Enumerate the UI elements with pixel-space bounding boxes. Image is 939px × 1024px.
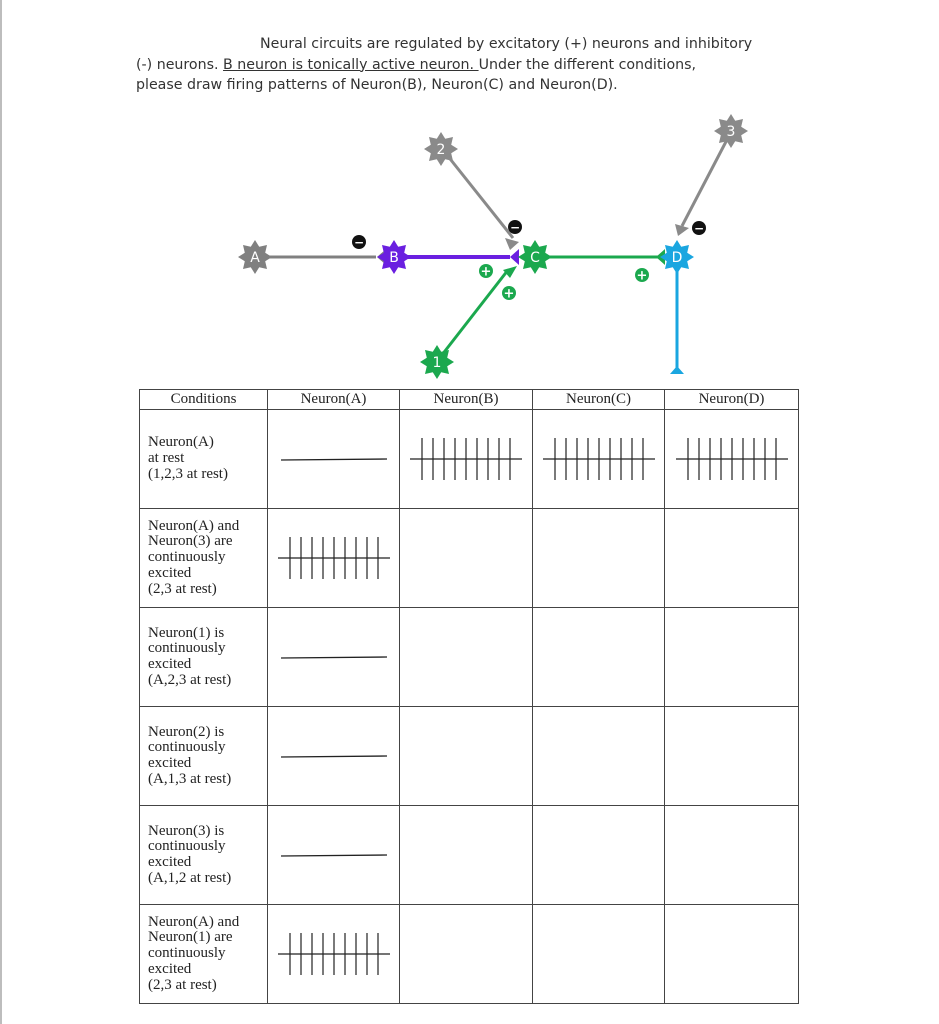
table-row bbox=[140, 806, 799, 905]
terminal-2 bbox=[505, 238, 519, 250]
condition-line: Neuron(3) is bbox=[148, 822, 225, 839]
flat-trace bbox=[279, 647, 389, 667]
table-row bbox=[140, 707, 799, 806]
condition-line: Neuron(1) is bbox=[148, 624, 225, 641]
condition-line: excited bbox=[148, 564, 192, 581]
condition-cell bbox=[140, 707, 268, 806]
response-cell[interactable] bbox=[533, 509, 665, 608]
inhibitory-sign-a bbox=[352, 235, 366, 250]
response-cell[interactable] bbox=[533, 707, 665, 806]
neuron-c-label: C bbox=[530, 250, 540, 266]
response-cell[interactable] bbox=[665, 905, 799, 1004]
neuron-a bbox=[238, 240, 272, 274]
neuron-d bbox=[660, 240, 694, 274]
condition-line: continuously bbox=[148, 640, 226, 657]
response-cell[interactable] bbox=[400, 509, 533, 608]
input-1-label: 1 bbox=[432, 355, 442, 371]
condition-cell bbox=[140, 905, 268, 1004]
input-neuron-1 bbox=[420, 345, 454, 379]
instructions-line-2-end: Under the different conditions, bbox=[478, 56, 697, 73]
svg-text:−: − bbox=[693, 221, 705, 236]
instructions-line-2-start: (-) neurons. bbox=[136, 56, 224, 73]
instructions bbox=[136, 34, 816, 96]
response-cell[interactable] bbox=[400, 707, 533, 806]
header-neuron-c: Neuron(C) bbox=[533, 390, 665, 410]
condition-cell bbox=[140, 509, 268, 608]
header-neuron-b: Neuron(B) bbox=[400, 390, 533, 410]
response-cell[interactable] bbox=[665, 608, 799, 707]
spike-train-trace bbox=[674, 433, 790, 485]
firing-pattern-table bbox=[139, 389, 799, 1004]
svg-text:−: − bbox=[353, 235, 365, 250]
response-cell[interactable] bbox=[533, 806, 665, 905]
input-neuron-3 bbox=[714, 114, 748, 148]
inhibitory-sign-3 bbox=[692, 221, 706, 236]
svg-text:+: + bbox=[480, 264, 492, 280]
excitatory-sign-b bbox=[479, 264, 493, 280]
condition-cell bbox=[140, 608, 268, 707]
condition-line: excited bbox=[148, 656, 192, 672]
inhibitory-sign-2 bbox=[508, 220, 522, 235]
terminal-d-base bbox=[670, 366, 684, 374]
condition-line: excited bbox=[148, 854, 192, 870]
condition-line: (2,3 at rest) bbox=[148, 976, 217, 993]
condition-line: Neuron(2) is bbox=[148, 723, 225, 740]
terminal-b bbox=[510, 249, 519, 265]
axon-3 bbox=[682, 132, 731, 226]
response-cell[interactable] bbox=[400, 608, 533, 707]
table-header-row bbox=[140, 390, 799, 410]
response-cell[interactable] bbox=[665, 806, 799, 905]
table-row bbox=[140, 410, 799, 509]
response-cell[interactable] bbox=[665, 509, 799, 608]
response-cell[interactable] bbox=[533, 905, 665, 1004]
condition-line: Neuron(A) bbox=[148, 434, 214, 451]
response-cell[interactable] bbox=[268, 905, 400, 1004]
excitatory-sign-c bbox=[635, 268, 649, 284]
spike-train-trace bbox=[276, 928, 392, 980]
input-3-label: 3 bbox=[726, 124, 736, 140]
spike-train-trace bbox=[541, 433, 657, 485]
neuron-b bbox=[377, 240, 411, 274]
neuron-d-label: D bbox=[671, 250, 683, 266]
response-cell[interactable] bbox=[400, 806, 533, 905]
condition-cell bbox=[140, 806, 268, 905]
condition-line: (2,3 at rest) bbox=[148, 580, 217, 597]
axon-1 bbox=[438, 270, 508, 360]
response-cell[interactable] bbox=[400, 410, 533, 509]
condition-line: (A,1,3 at rest) bbox=[148, 770, 232, 787]
instructions-line-2 bbox=[136, 55, 816, 76]
response-cell[interactable] bbox=[533, 608, 665, 707]
condition-line: at rest bbox=[148, 450, 185, 467]
response-cell[interactable] bbox=[268, 509, 400, 608]
table-row bbox=[140, 608, 799, 707]
terminal-1 bbox=[503, 266, 517, 278]
svg-text:−: − bbox=[509, 220, 521, 235]
axon-2 bbox=[443, 150, 513, 238]
table-row bbox=[140, 905, 799, 1004]
neural-circuit-diagram bbox=[0, 110, 939, 385]
condition-line: (A,2,3 at rest) bbox=[148, 671, 232, 688]
condition-line: excited bbox=[148, 960, 192, 977]
flat-trace bbox=[279, 845, 389, 865]
response-cell[interactable] bbox=[268, 410, 400, 509]
response-cell[interactable] bbox=[268, 608, 400, 707]
instructions-line-3: please draw firing patterns of Neuron(B), Neuron(C) and Neuron(D). bbox=[136, 77, 618, 93]
neuron-a-label: A bbox=[250, 250, 260, 266]
input-2-label: 2 bbox=[436, 142, 446, 158]
input-neuron-2 bbox=[424, 132, 458, 166]
svg-text:+: + bbox=[503, 286, 515, 302]
condition-line: Neuron(A) and bbox=[148, 913, 240, 930]
condition-line: Neuron(3) are bbox=[148, 533, 233, 550]
response-cell[interactable] bbox=[268, 707, 400, 806]
response-cell[interactable] bbox=[268, 806, 400, 905]
condition-line: continuously bbox=[148, 739, 226, 756]
spike-train-trace bbox=[408, 433, 524, 485]
table-row bbox=[140, 509, 799, 608]
condition-line: continuously bbox=[148, 549, 226, 566]
neuron-b-label: B bbox=[389, 250, 399, 266]
response-cell[interactable] bbox=[665, 410, 799, 509]
flat-trace bbox=[279, 746, 389, 766]
condition-line: continuously bbox=[148, 945, 226, 962]
condition-line: Neuron(1) are bbox=[148, 929, 233, 946]
response-cell[interactable] bbox=[533, 410, 665, 509]
instructions-underlined: B neuron is tonically active neuron. bbox=[223, 56, 479, 73]
condition-cell bbox=[140, 410, 268, 509]
response-cell[interactable] bbox=[665, 707, 799, 806]
condition-line: (1,2,3 at rest) bbox=[148, 465, 228, 482]
header-conditions: Conditions bbox=[140, 390, 268, 410]
header-neuron-d: Neuron(D) bbox=[665, 390, 799, 410]
instructions-line-1: Neural circuits are regulated by excitatory (+) neurons and inhibitory bbox=[260, 36, 753, 52]
condition-line: excited bbox=[148, 755, 192, 771]
condition-line: (A,1,2 at rest) bbox=[148, 869, 232, 886]
flat-trace bbox=[279, 449, 389, 469]
spike-train-trace bbox=[276, 532, 392, 584]
neuron-c bbox=[518, 240, 552, 274]
svg-text:+: + bbox=[636, 268, 648, 284]
condition-line: Neuron(A) and bbox=[148, 517, 240, 534]
condition-line: continuously bbox=[148, 838, 226, 855]
response-cell[interactable] bbox=[400, 905, 533, 1004]
header-neuron-a: Neuron(A) bbox=[268, 390, 400, 410]
excitatory-sign-1 bbox=[502, 286, 516, 302]
